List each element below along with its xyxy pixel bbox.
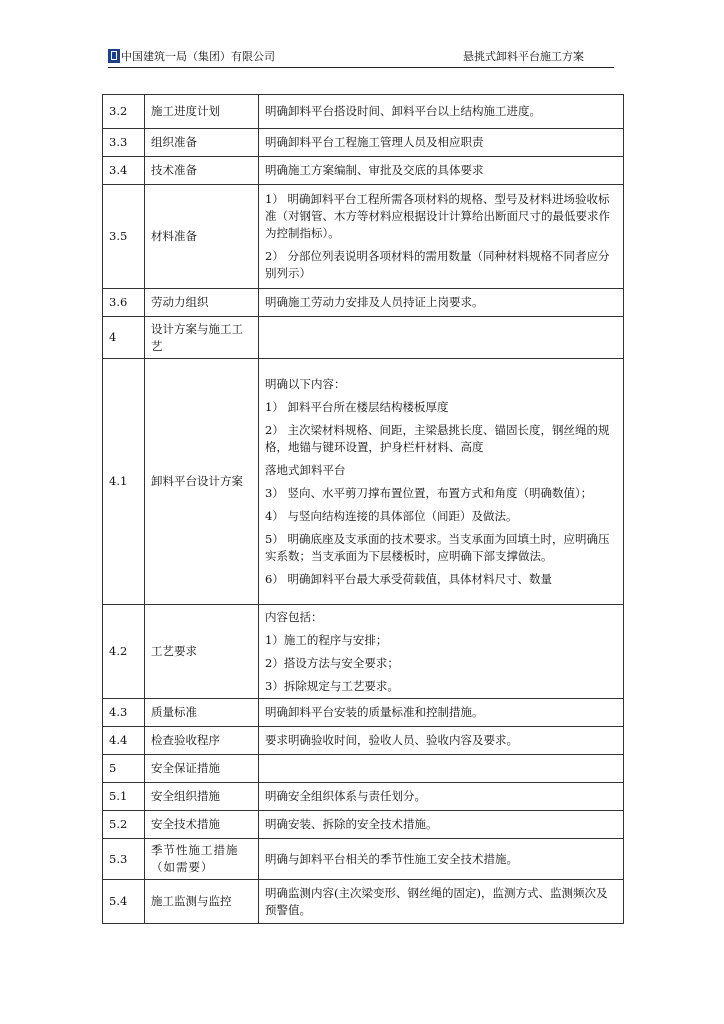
section-name: 组织准备 (145, 129, 259, 157)
content-line: 明确监测内容(主次梁变形、钢丝绳的固定)，监测方式、监测频次及预警值。 (265, 885, 608, 917)
table-row (103, 129, 624, 157)
section-number: 4.3 (103, 699, 145, 727)
section-name: 卸料平台设计方案 (145, 359, 259, 605)
content-line: 明确施工劳动力安排及人员持证上岗要求。 (265, 295, 484, 309)
section-content (259, 727, 624, 755)
page-header (108, 49, 614, 68)
section-name: 施工监测与监控 (145, 880, 259, 924)
content-line: 明确安装、拆除的安全技术措施。 (265, 817, 438, 831)
section-name: 劳动力组织 (145, 289, 259, 317)
content-line: 2） 主次梁材料规格、间距，主梁悬挑长度、锚固长度，钢丝绳的规格，地锚与键环设置，护身栏杆材料、高度 (265, 422, 610, 454)
table-row (103, 783, 624, 811)
content-line: 明确卸料平台搭设时间、卸料平台以上结构施工进度。 (265, 104, 541, 118)
section-number: 4 (103, 317, 145, 359)
content-line: 要求明确验收时间，验收人员、验收内容及要求。 (265, 733, 518, 747)
content-line: 1） 卸料平台所在楼层结构楼板厚度 (265, 399, 449, 414)
company-logo-icon (108, 49, 120, 63)
section-name: 施工进度计划 (145, 95, 259, 129)
section-name: 安全保证措施 (145, 755, 259, 783)
table-row (103, 727, 624, 755)
section-number: 5.2 (103, 811, 145, 839)
table-row (103, 317, 624, 359)
content-line: 4） 与竖向结构连接的具体部位（间距）及做法。 (265, 508, 518, 523)
section-name: 质量标准 (145, 699, 259, 727)
table-row (103, 359, 624, 605)
content-line: 6） 明确卸料平台最大承受荷载值，具体材料尺寸、数量 (265, 571, 552, 586)
table-row (103, 755, 624, 783)
content-line: 3）拆除规定与工艺要求。 (265, 678, 399, 693)
section-number: 5.3 (103, 839, 145, 880)
table-row (103, 880, 624, 924)
section-name: 季节性施工措施（如需要） (145, 839, 259, 880)
table-row (103, 839, 624, 880)
table-row (103, 699, 624, 727)
section-content (259, 129, 624, 157)
content-line: 1） 明确卸料平台工程所需各项材料的规格、型号及材料进场验收标准（对钢管、木方等材料应根据设计计算给出断面尺寸的最低要求作为控制指标）。 (265, 192, 610, 240)
section-name: 设计方案与施工工艺 (145, 317, 259, 359)
section-content (259, 605, 624, 699)
plan-requirements-table (102, 94, 624, 924)
section-name: 材料准备 (145, 185, 259, 289)
section-content (259, 185, 624, 289)
section-number: 3.4 (103, 157, 145, 185)
section-content (259, 783, 624, 811)
section-content (259, 839, 624, 880)
content-line: 3） 竖向、水平剪刀撑布置位置，布置方式和角度（明确数值）； (265, 485, 593, 500)
section-number: 3.6 (103, 289, 145, 317)
section-content (259, 811, 624, 839)
company-name: 中国建筑一局（集团）有限公司 (121, 50, 275, 63)
section-content (259, 289, 624, 317)
table-row (103, 605, 624, 699)
content-line: 2） 分部位列表说明各项材料的需用数量（同种材料规格不同者应分别列示） (265, 249, 610, 280)
content-line: 内容包括： (265, 609, 323, 624)
content-line: 明确安全组织体系与责任划分。 (265, 789, 426, 803)
content-line: 落地式卸料平台 (265, 462, 346, 477)
section-number: 3.5 (103, 185, 145, 289)
section-name: 技术准备 (145, 157, 259, 185)
content-line: 1）施工的程序与安排； (265, 632, 388, 647)
content-line: 2）搭设方法与安全要求； (265, 655, 399, 670)
section-name: 工艺要求 (145, 605, 259, 699)
section-number: 3.2 (103, 95, 145, 129)
section-number: 5.1 (103, 783, 145, 811)
section-content (259, 95, 624, 129)
section-number: 5.4 (103, 880, 145, 924)
section-number: 4.4 (103, 727, 145, 755)
table-row (103, 95, 624, 129)
section-content (259, 317, 624, 359)
content-line: 明确以下内容： (265, 376, 346, 391)
section-content (259, 755, 624, 783)
section-number: 4.2 (103, 605, 145, 699)
section-name: 检查验收程序 (145, 727, 259, 755)
document-title: 悬挑式卸料平台施工方案 (463, 50, 584, 63)
content-line: 明确施工方案编制、审批及交底的具体要求 (265, 163, 484, 177)
section-number: 5 (103, 755, 145, 783)
section-number: 3.3 (103, 129, 145, 157)
content-line: 明确与卸料平台相关的季节性施工安全技术措施。 (265, 851, 518, 866)
table-row (103, 289, 624, 317)
section-name: 安全技术措施 (145, 811, 259, 839)
section-number: 4.1 (103, 359, 145, 605)
content-line: 明确卸料平台工程施工管理人员及相应职责 (265, 135, 484, 149)
table-row (103, 185, 624, 289)
table-row (103, 157, 624, 185)
section-content (259, 157, 624, 185)
section-content (259, 699, 624, 727)
content-line: 5） 明确底座及支承面的技术要求。当支承面为回填土时，应明确压实系数；当支承面为下层楼板时，应明确下部支撑做法。 (265, 531, 610, 563)
content-line: 明确卸料平台安装的质量标准和控制措施。 (265, 705, 484, 719)
section-content (259, 880, 624, 924)
section-content (259, 359, 624, 605)
table-row (103, 811, 624, 839)
section-name: 安全组织措施 (145, 783, 259, 811)
